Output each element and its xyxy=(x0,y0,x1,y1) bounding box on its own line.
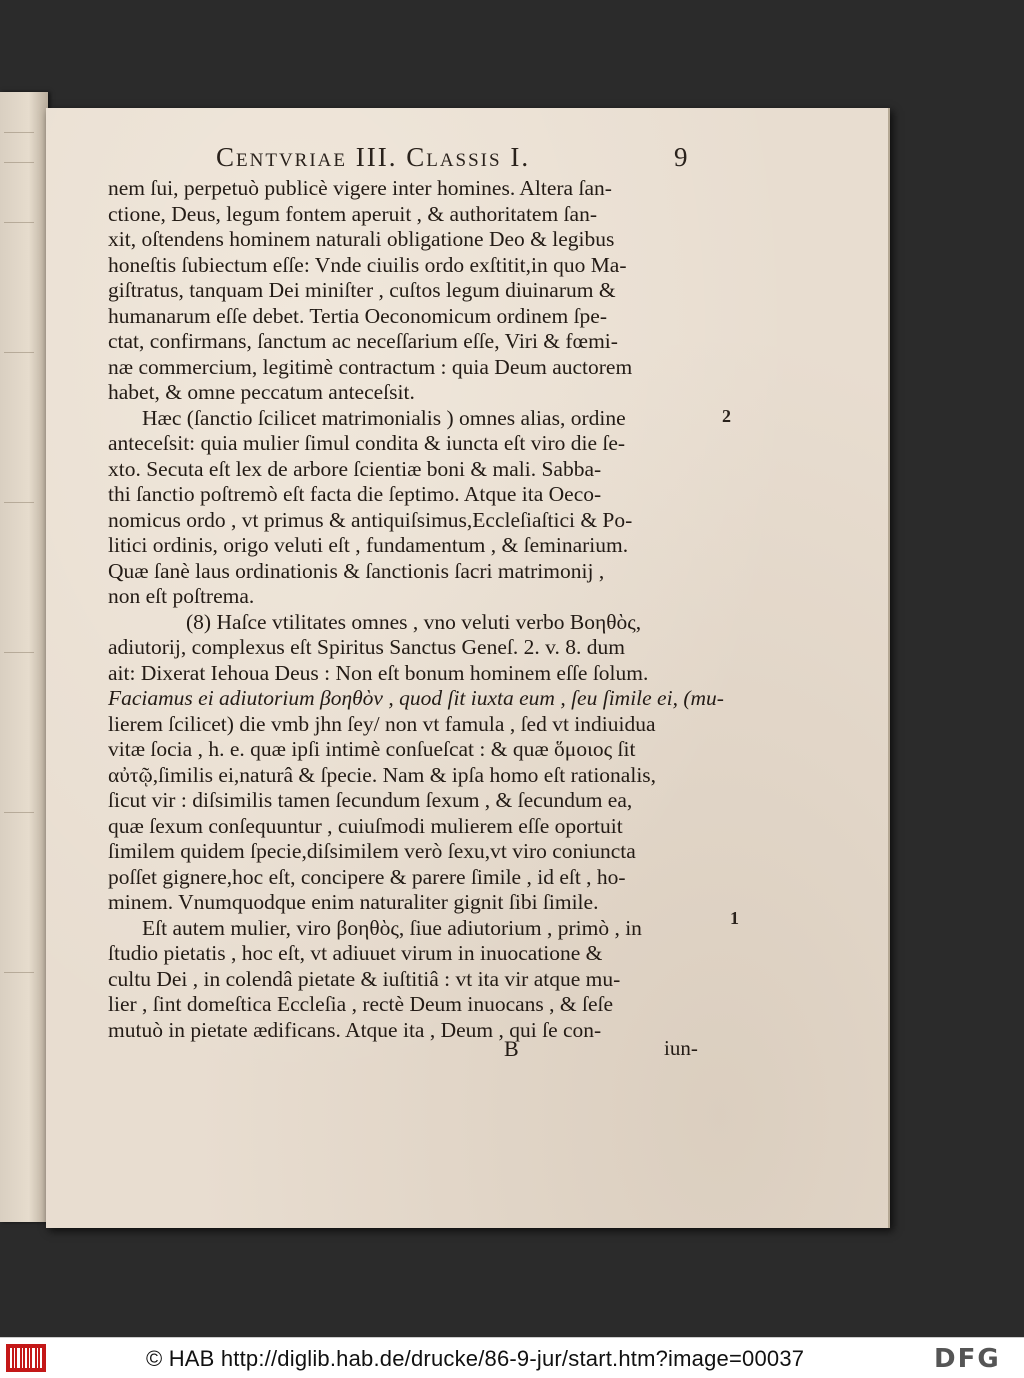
running-header: Centvriae III. Classis I. xyxy=(216,142,531,172)
text-line: Quæ ſanè laus ordinationis & ſanctionis ſacri matrimonij , xyxy=(108,558,605,583)
text-line: anteceſsit: quia mulier ſimul condita & iuncta eſt viro die ſe- xyxy=(108,431,626,455)
text-line: næ commercium, legitimè contractum : quia Deum auctorem xyxy=(108,354,633,379)
text-line: ctat, confirmans, ſanctum ac neceſſarium eſſe, Viri & fœmi- xyxy=(108,329,618,353)
hab-logo-icon xyxy=(6,1342,46,1374)
signature-mark: B xyxy=(504,1036,519,1061)
text-line: quæ ſexum conſequuntur , cuiuſmodi mulierem eſſe oportuit xyxy=(108,813,623,838)
text-line: habet, & omne peccatum anteceſsit. xyxy=(108,380,415,404)
text-line: non eſt poſtrema. xyxy=(108,584,255,608)
text-line: lier , ſint domeſtica Eccleſia , rectè Deum inuocans , & ſeſe xyxy=(108,992,614,1016)
text-line: cultu Dei , in colendâ pietate & iuſtitiâ : vt ita vir atque mu- xyxy=(108,966,621,991)
body-text xyxy=(108,176,724,1043)
text-line: vitæ ſocia , h. e. quæ ipſi intimè conſueſcat : & quæ ὅμοιος ſit xyxy=(108,737,636,761)
margin-note-2: 2 xyxy=(722,406,731,426)
text-line: αὐτῷ,ſimilis ei,naturâ & ſpecie. Nam & ipſa homo eſt rationalis, xyxy=(108,762,657,787)
text-line: ait: Dixerat Iehoua Deus : Non eſt bonum hominem eſſe ſolum. xyxy=(108,660,649,685)
text-line: litici ordinis, origo veluti eſt , fundamentum , & ſeminarium. xyxy=(108,533,629,557)
text-line: (8) Haſce vtilitates omnes , vno veluti verbo Βοηθὸς, xyxy=(186,609,642,634)
text-line: ſtudio pietatis , hoc eſt, vt adiuuet virum in inuocatione & xyxy=(108,941,603,965)
text-line: mutuò in pietate ædificans. Atque ita , Deum , qui ſe con- xyxy=(108,1017,602,1042)
text-line: honeſtis ſubiectum eſſe: Vnde ciuilis ordo exſtitit,in quo Ma- xyxy=(108,252,627,277)
text-line: ſicut vir : diſsimilis tamen ſecundum ſexum , & ſecundum ea, xyxy=(108,788,633,812)
text-line: xto. Secuta eſt lex de arbore ſcientiæ boni & mali. Sabba- xyxy=(108,456,602,481)
text-line: ctione, Deus, legum fontem aperuit , & authoritatem ſan- xyxy=(108,201,597,226)
text-line: Faciamus ei adiutorium βοηθὸν , quod ſit iuxta eum , ſeu ſimile ei, (mu- xyxy=(108,686,724,710)
page-number: 9 xyxy=(674,142,688,172)
text-line: minem. Vnumquodque enim naturaliter gignit ſibi ſimile. xyxy=(108,890,599,914)
text-line: humanarum eſſe debet. Tertia Oeconomicum ordinem ſpe- xyxy=(108,303,607,328)
text-line: giſtratus, tanquam Dei miniſter , cuſtos legum diuinarum & xyxy=(108,278,616,302)
book-page xyxy=(46,108,890,1228)
previous-page-edge xyxy=(0,92,48,1222)
catchword: iun- xyxy=(664,1036,698,1060)
text-line: xit, oſtendens hominem naturali obligatione Deo & legibus xyxy=(108,227,615,251)
margin-note-1: 1 xyxy=(730,908,739,928)
text-line: Hæc (ſanctio ſcilicet matrimonialis ) omnes alias, ordine xyxy=(142,405,626,430)
text-line: ſimilem quidem ſpecie,diſsimilem verò ſexu,vt viro coniuncta xyxy=(108,839,636,863)
copyright-url[interactable]: © HAB http://diglib.hab.de/drucke/86-9-jur/start.htm?image=00037 xyxy=(146,1346,805,1371)
text-line: adiutorij, complexus eſt Spiritus Sanctus Geneſ. 2. v. 8. dum xyxy=(108,635,625,659)
text-line: nomicus ordo , vt primus & antiquiſsimus,Eccleſiaſtici & Po- xyxy=(108,507,633,532)
text-line: lierem ſcilicet) die vmb jhn ſey/ non vt famula , ſed vt indiuidua xyxy=(108,711,656,736)
text-line: thi ſanctio poſtremò eſt facta die ſeptimo. Atque ita Oeco- xyxy=(108,482,602,506)
dfg-logo: DFG xyxy=(934,1344,1001,1374)
text-line: poſſet gignere,hoc eſt, concipere & parere ſimile , id eſt , ho- xyxy=(108,864,626,889)
footer-bar xyxy=(0,1337,1024,1378)
text-line: Eſt autem mulier, viro βοηθὸς, ſiue adiutorium , primò , in xyxy=(142,915,642,940)
text-line: nem ſui, perpetuò publicè vigere inter homines. Altera ſan- xyxy=(108,176,612,200)
